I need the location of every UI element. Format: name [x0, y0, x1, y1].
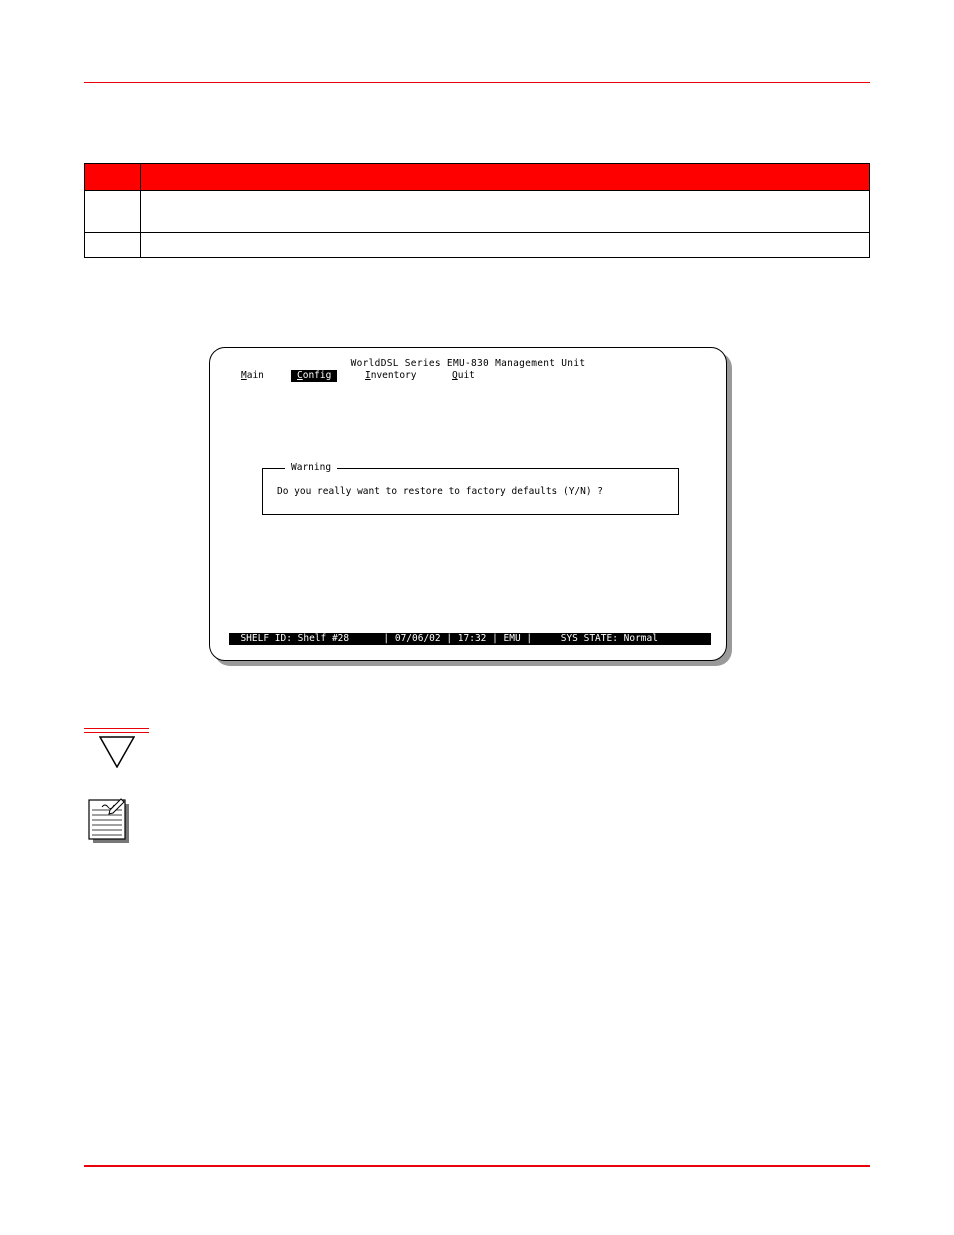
menu-inventory-rest: nventory — [370, 370, 417, 381]
caution-rule — [84, 728, 149, 733]
table-cell — [85, 233, 141, 258]
menu-item-inventory[interactable] — [365, 370, 417, 382]
menu-hotkey-i: I — [365, 370, 371, 381]
table-row — [85, 191, 870, 233]
menu-item-config[interactable] — [291, 370, 337, 382]
header-rule — [84, 82, 870, 83]
notepad-icon — [88, 798, 130, 844]
header-cell-action — [141, 164, 870, 191]
header-cell-step — [85, 164, 141, 191]
status-bar: SHELF ID: Shelf #28 | 07/06/02 | 17:32 | EMU | SYS STATE: Normal — [229, 633, 711, 645]
warning-message[interactable]: Do you really want to restore to factory defaults (Y/N) ? — [277, 486, 604, 497]
menu-config-rest: onfig — [302, 370, 332, 381]
warning-dialog — [262, 462, 679, 515]
warning-title: Warning — [285, 462, 337, 474]
menu-item-main[interactable] — [241, 370, 264, 382]
table-cell — [141, 191, 870, 233]
menu-item-quit[interactable] — [452, 370, 475, 382]
menu-hotkey-q: Q — [452, 370, 458, 381]
table-row — [85, 233, 870, 258]
menu-main-rest: ain — [246, 370, 264, 381]
table-cell — [85, 191, 141, 233]
caution-triangle-icon — [99, 736, 135, 768]
terminal-screen — [209, 347, 727, 661]
table-cell — [141, 233, 870, 258]
terminal-title: WorldDSL Series EMU-830 Management Unit — [350, 358, 586, 369]
footer-rule — [84, 1165, 870, 1167]
table-header-row — [85, 164, 870, 191]
menu-bar — [210, 370, 726, 384]
step-table — [84, 163, 870, 258]
menu-quit-rest: uit — [457, 370, 475, 381]
menu-hotkey-c: C — [297, 370, 303, 381]
menu-hotkey-m: M — [241, 370, 247, 381]
